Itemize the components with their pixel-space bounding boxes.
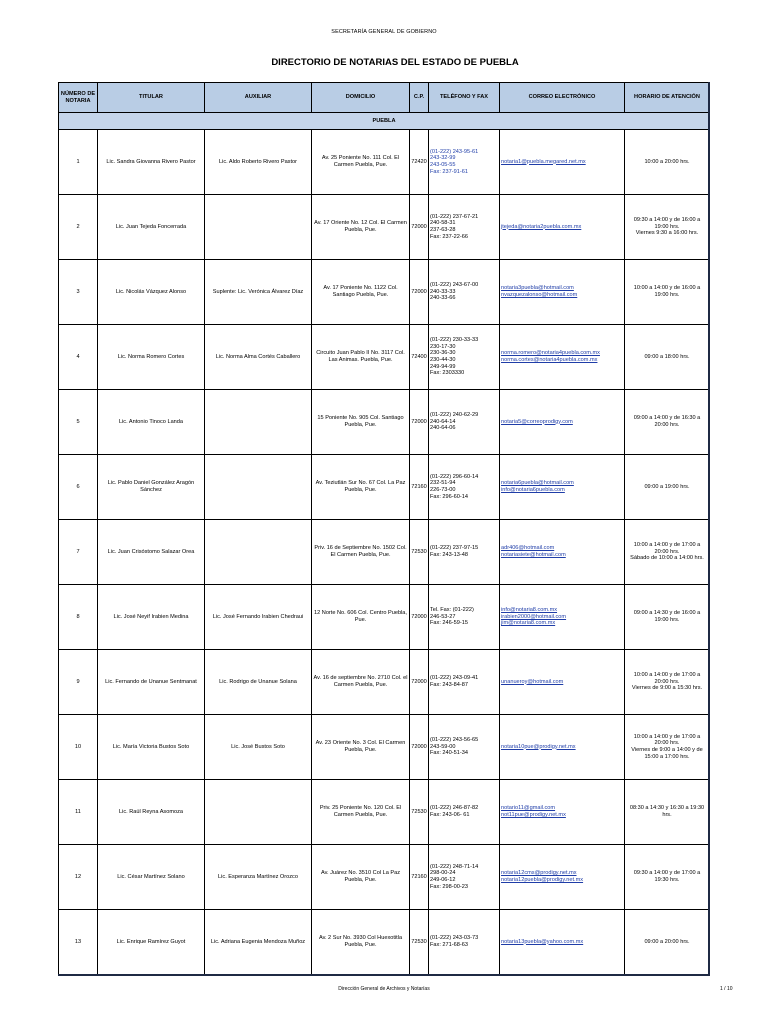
email-link[interactable]: jtejeda@notaria2puebla.com.mx [501,223,582,230]
cell-cp: 72160 [410,455,429,520]
cell-cp: 72420 [410,130,429,195]
email-link[interactable]: notariasiete@hotmail.com [501,552,566,558]
phone-line: Tel. Fax: (01-222) [430,606,474,613]
phone-line: (01-222) 240-62-29 [430,411,479,418]
phone-line: 243-32-99 [430,155,456,162]
cell-auxiliar: Lic. Adriana Eugenia Mendoza Muñoz [205,910,312,975]
email-link[interactable]: norma.romero@notaria4puebla.com.mx [501,350,600,357]
phone-line: (01-222) 237-67-21 [430,213,479,220]
phone-line: Fax: 240-51-34 [430,750,468,757]
cell-cp: 72160 [410,845,429,910]
cell-telefono [429,325,500,390]
cell-correo [500,780,625,845]
cell-correo [500,455,625,520]
cell-domicilio: Av. Juárez No. 3510 Col La Paz Puebla, Pue. [312,845,410,910]
table-row [59,715,710,780]
cell-numero: 7 [59,520,98,585]
cell-telefono [429,260,500,325]
page-header-org: SECRETARÍA GENERAL DE GOBIERNO [331,29,437,35]
cell-titular: Lic. Nicolás Vázquez Alonso [98,260,205,325]
cell-numero: 3 [59,260,98,325]
cell-auxiliar [205,780,312,845]
cell-auxiliar [205,455,312,520]
phone-line: (01-222) 296-60-14 [430,473,479,480]
cell-telefono [429,715,500,780]
col-header-telefono: TELÉFONO Y FAX [429,83,500,113]
cell-telefono [429,650,500,715]
cell-horario [625,845,710,910]
table-row [59,910,710,975]
hours-line: Viernes de 9:00 a 15:30 hrs. [631,685,703,692]
table-row [59,325,710,390]
phone-line: (01-222) 248-71-14 [430,863,479,870]
cell-cp: 72000 [410,650,429,715]
phone-line: Fax: 271-68-63 [430,942,468,948]
cell-horario [625,325,710,390]
hours-line: 10:00 a 14:00 y de 17:00 a 20:00 hrs. [633,671,701,685]
cell-cp: 72000 [410,260,429,325]
phone-line: 232-51-94 [430,480,456,487]
email-link[interactable]: not11pue@prodigy.net.mx [501,812,566,818]
cell-auxiliar [205,195,312,260]
cell-correo [500,845,625,910]
cell-correo [500,715,625,780]
email-link[interactable]: notario11@gmail.com [501,805,556,812]
page-footer: Dirección General de Archivos y Notarías [338,986,430,992]
cell-cp: 72530 [410,780,429,845]
cell-domicilio: Av. 17 Oriente No. 12 Col. El Carmen Puebla, Pue. [312,195,410,260]
phone-line: 240-33-66 [430,295,456,302]
cell-domicilio: Circuito Juan Pablo II No. 3117 Col. Las Animas. Puebla, Pue. [312,325,410,390]
phone-line: (01-222) 243-67-00 [430,281,479,288]
phone-line: 230-44-30 [430,357,456,363]
email-link[interactable]: jim@notaria8.com.mx [501,620,556,627]
hours-line: 10:00 a 14:00 y de 16:00 a 19:00 hrs. [633,285,701,298]
cell-domicilio: Av. Teziutlán Sur No. 67 Col. La Paz Puebla, Pue. [312,455,410,520]
email-link[interactable]: notaria6puebla@hotmail.com [501,480,574,487]
cell-correo [500,910,625,975]
phone-line: (01-222) 243-56-65 [430,736,479,743]
cell-domicilio: Priv. 25 Poniente No. 120 Col. El Carmen Puebla, Pue. [312,780,410,845]
cell-domicilio: Priv. 16 de Septiembre No. 1502 Col. El Carmen Puebla, Pue. [312,520,410,585]
cell-horario [625,195,710,260]
email-link[interactable]: notaria5@correoprodigy.com [501,418,573,425]
cell-horario [625,390,710,455]
phone-line: 243-05-55 [430,162,456,168]
cell-cp: 72530 [410,910,429,975]
phone-line: 240-64-06 [430,425,456,432]
cell-titular: Lic. José Neyif Irabien Medina [98,585,205,650]
cell-cp: 72000 [410,715,429,780]
cell-auxiliar: Lic. Norma Alma Cortés Caballero [205,325,312,390]
hours-line: Viernes 9:30 a 16:00 hrs. [635,230,699,237]
col-header-correo: CORREO ELECTRÓNICO [500,83,625,113]
cell-correo [500,585,625,650]
cell-domicilio: Av. 2 Sur No. 3930 Col Huexotitla Puebla, Pue. [312,910,410,975]
table-row [59,195,710,260]
cell-titular: Lic. Enrique Ramírez Guyot [98,910,205,975]
cell-telefono [429,455,500,520]
phone-line: 246-53-27 [430,613,456,620]
cell-titular: Lic. Pablo Daniel González Aragón Sánchez [98,455,205,520]
hours-line: 10:00 a 14:00 y de 17:00 a 20:00 hrs. [633,733,701,747]
cell-correo [500,195,625,260]
cell-domicilio: 15 Poniente No. 905 Col. Santiago Puebla, Pue. [312,390,410,455]
hours-line: 10:00 a 14:00 y de 17:00 a 20:00 hrs. [633,541,701,555]
cell-telefono [429,910,500,975]
cell-correo [500,650,625,715]
phone-line: 230-36-30 [430,350,456,357]
cell-horario [625,585,710,650]
cell-numero: 9 [59,650,98,715]
phone-line: (01-222) 230-33-33 [430,336,479,343]
table-row [59,455,710,520]
phone-line: Fax: 243-13-48 [430,552,468,558]
cell-correo [500,520,625,585]
cell-numero: 8 [59,585,98,650]
email-link[interactable]: notaria13puebla@yahoo.com.mx [501,938,584,945]
cell-auxiliar [205,520,312,585]
hours-line: 09:00 a 14:30 y de 16:00 a 19:00 hrs. [633,610,701,623]
cell-telefono [429,585,500,650]
email-link[interactable]: nvazquezalonso@hotmail.com [501,292,578,298]
table-row [59,650,710,715]
hours-line: 09:00 a 20:00 hrs. [644,938,690,945]
section-label: PUEBLA [59,113,710,130]
cell-titular: Lic. Fernando de Unanue Sentmanat [98,650,205,715]
email-link[interactable]: info@notaria6puebla.com [501,487,565,493]
phone-line: Fax: 2303330 [430,370,465,377]
table-row [59,390,710,455]
hours-line: Sábado de 10:00 a 14:00 hrs. [630,555,704,562]
phone-line: Fax: 296-60-14 [430,493,468,500]
cell-correo [500,130,625,195]
cell-horario [625,520,710,585]
phone-line: 249-06-12 [430,877,456,883]
email-link[interactable]: adr406@hotmail.com [501,545,555,552]
table-row [59,845,710,910]
phone-line: (01-222) 243-03-73 [430,935,479,942]
cell-titular: Lic. Raúl Reyna Asomoza [98,780,205,845]
section-row [59,113,710,130]
page-number: 1 / 10 [720,986,733,992]
phone-line: (01-222) 243-95-61 [430,148,479,155]
email-link[interactable]: info@notaria8.com.mx [501,606,558,613]
phone-line: 230-17-30 [430,343,456,350]
email-link[interactable]: unanueroy@hotmail.com [501,678,564,685]
cell-numero: 11 [59,780,98,845]
col-header-horario: HORARIO DE ATENCIÓN [625,83,710,113]
phone-line: 226-73-00 [430,487,456,493]
phone-line: Fax: 243-84-87 [430,682,468,688]
table-row [59,130,710,195]
cell-cp: 72000 [410,390,429,455]
col-header-auxiliar: AUXILIAR [205,83,312,113]
cell-telefono [429,195,500,260]
document-title: DIRECTORIO DE NOTARIAS DEL ESTADO DE PUEBLA [271,57,519,68]
email-link[interactable]: notaria12cms@prodigy.net.mx [501,870,577,877]
cell-horario [625,650,710,715]
cell-auxiliar: Lic. Aldo Roberto Rivero Pastor [205,130,312,195]
hours-line: 09:00 a 19:00 hrs. [644,483,690,490]
cell-numero: 12 [59,845,98,910]
cell-titular: Lic. María Victoria Bustos Soto [98,715,205,780]
cell-cp: 72400 [410,325,429,390]
hours-line: 10:00 a 20:00 hrs. [644,158,690,165]
cell-correo [500,325,625,390]
cell-horario [625,260,710,325]
cell-telefono [429,845,500,910]
email-link[interactable]: irabien2000@hotmail.com [501,613,567,620]
cell-domicilio: Av. 16 de septiembre No. 2710 Col. el Carmen Puebla, Pue. [312,650,410,715]
phone-line: Fax: 298-00-23 [430,883,468,890]
phone-line: Fax: 246-59-15 [430,620,468,627]
cell-correo [500,260,625,325]
cell-titular: Lic. Juan Crisóstomo Salazar Orea [98,520,205,585]
cell-auxiliar: Lic. José Fernando Irabien Chedraui [205,585,312,650]
hours-line: Viernes de 9:00 a 14:00 y de 15:00 a 17:00 hrs. [631,747,703,760]
cell-telefono [429,780,500,845]
cell-auxiliar: Lic. Rodrigo de Unanue Solana [205,650,312,715]
cell-cp: 72000 [410,195,429,260]
cell-titular: Lic. Norma Romero Cortes [98,325,205,390]
cell-cp: 72000 [410,585,429,650]
cell-horario [625,910,710,975]
phone-line: 240-33-33 [430,288,456,295]
email-link[interactable]: notaria3puebla@hotmail.com [501,285,574,292]
phone-line: 249-94-99 [430,363,456,370]
phone-line: 243-59-00 [430,743,456,750]
phone-line: 298-00-24 [430,870,456,877]
cell-telefono [429,130,500,195]
cell-numero: 5 [59,390,98,455]
cell-domicilio: Av. 17 Poniente No. 1122 Col. Santiago Puebla, Pue. [312,260,410,325]
cell-auxiliar [205,390,312,455]
phone-line: (01-222) 237-97-15 [430,545,479,552]
cell-horario [625,130,710,195]
page-frame-bottom [58,974,710,976]
page-frame-right [708,82,710,975]
cell-auxiliar: Lic. José Bustos Soto [205,715,312,780]
cell-horario [625,780,710,845]
col-header-cp: C.P. [410,83,429,113]
cell-auxiliar: Lic. Esperanza Martínez Orozco [205,845,312,910]
col-header-domicilio: DOMICILIO [312,83,410,113]
cell-horario [625,715,710,780]
cell-numero: 6 [59,455,98,520]
phone-line: Fax: 237-91-61 [430,168,468,175]
cell-numero: 13 [59,910,98,975]
hours-line: 09:30 a 14:00 y de 17:00 a 19:30 hrs. [633,870,701,883]
hours-line: 09:00 a 14:00 y de 16:30 a 20:00 hrs. [633,415,701,428]
cell-domicilio: 12 Norte No. 606 Col. Centro Puebla, Pue. [312,585,410,650]
phone-line: (01-222) 243-09-41 [430,675,479,682]
phone-line: (01-222) 246-87-82 [430,805,479,812]
cell-cp: 72530 [410,520,429,585]
cell-auxiliar: Suplente: Lic. Verónica Álvarez Díaz [205,260,312,325]
col-header-titular: TITULAR [98,83,205,113]
cell-titular: Lic. Juan Tejeda Foncerrada [98,195,205,260]
col-header-numero: NÚMERO DE NOTARIA [59,83,98,113]
table-row [59,260,710,325]
email-link[interactable]: notaria12puebla@prodigy.net.mx [501,877,584,883]
cell-domicilio: Av. 23 Oriente No. 3 Col. El Carmen Puebla, Pue. [312,715,410,780]
hours-line: 09:00 a 18:00 hrs. [644,353,690,360]
hours-line: 08:30 a 14:30 y 16:30 a 19:30 hrs. [629,805,705,818]
cell-telefono [429,390,500,455]
phone-line: 237-63-28 [430,227,456,233]
phone-line: Fax: 237-22-66 [430,233,468,240]
table-row [59,585,710,650]
email-link[interactable]: norma.cortes@notaria4puebla.com.mx [501,357,598,363]
table-header-row [59,83,710,113]
cell-titular: Lic. César Martínez Solano [98,845,205,910]
notary-directory-table [58,82,710,975]
email-link[interactable]: notaria10pue@prodigy.net.mx [501,743,576,750]
cell-numero: 1 [59,130,98,195]
table-row [59,780,710,845]
cell-telefono [429,520,500,585]
cell-titular: Lic. Antonio Tinoco Landa [98,390,205,455]
hours-line: 09:30 a 14:00 y de 16:00 a 19:00 hrs. [633,216,701,230]
phone-line: Fax: 243-06- 61 [430,812,470,818]
cell-numero: 2 [59,195,98,260]
table-row [59,520,710,585]
cell-horario [625,455,710,520]
cell-correo [500,390,625,455]
phone-line: 240-64-14 [430,418,456,425]
cell-titular: Lic. Sandra Giovanna Rivero Pastor [98,130,205,195]
phone-line: 240-58-31 [430,220,456,227]
cell-domicilio: Av. 25 Poniente No. 111 Col. El Carmen Puebla, Pue. [312,130,410,195]
cell-numero: 4 [59,325,98,390]
email-link[interactable]: notaria1@puebla.megared.net.mx [501,158,586,165]
cell-numero: 10 [59,715,98,780]
